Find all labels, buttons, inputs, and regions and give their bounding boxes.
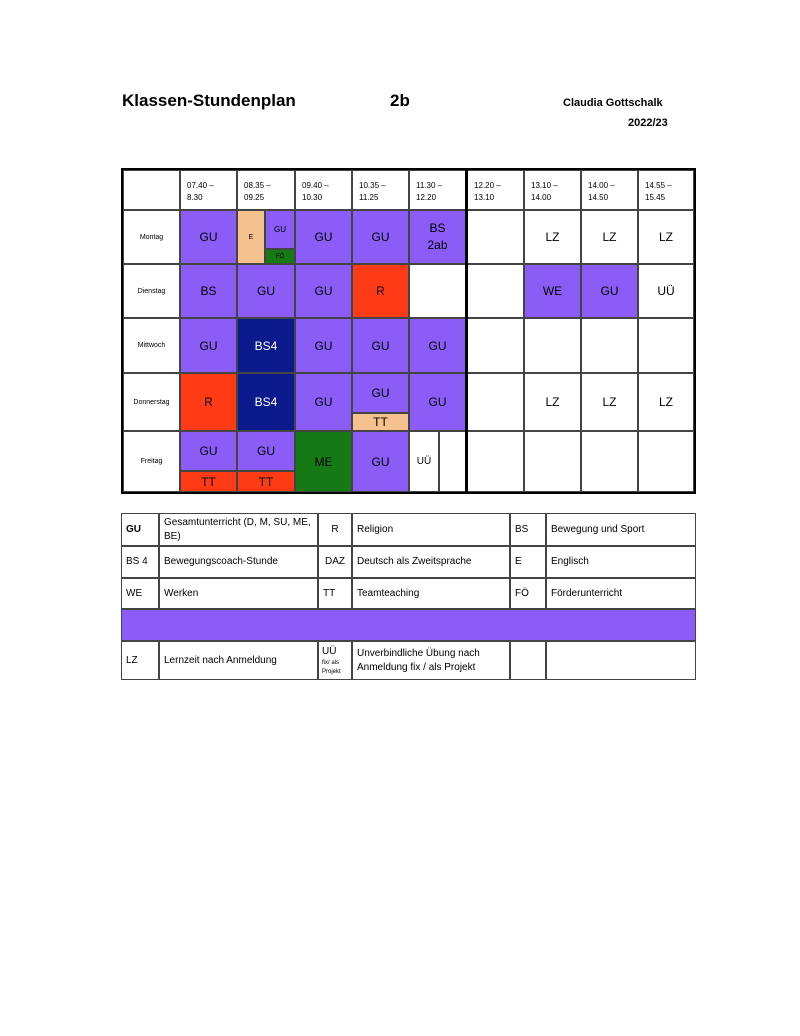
day-label: Montag xyxy=(123,210,180,264)
legend-desc: Teamteaching xyxy=(352,578,510,609)
lesson-cell: GU xyxy=(295,210,352,264)
lesson-cell: GU xyxy=(295,264,352,318)
lesson-cell: LZ xyxy=(524,373,581,431)
lesson-cell: GU xyxy=(352,431,409,492)
time-header: 08.35 – 09.25 xyxy=(237,170,295,210)
lesson-cell: E xyxy=(237,210,265,264)
empty-cell xyxy=(638,318,694,373)
lesson-cell: GU xyxy=(295,373,352,431)
lesson-cell: GU xyxy=(180,210,237,264)
lesson-cell: BS4 xyxy=(237,373,295,431)
corner-cell xyxy=(123,170,180,210)
class-name: 2b xyxy=(390,91,410,110)
empty-cell xyxy=(467,373,524,431)
legend-key: FÖ xyxy=(510,578,546,609)
lesson-cell: R xyxy=(352,264,409,318)
legend-key: LZ xyxy=(121,641,159,680)
time-header: 11.30 – 12.20 xyxy=(409,170,466,210)
empty-cell xyxy=(524,431,581,492)
page-title: Klassen-Stundenplan xyxy=(122,91,296,110)
empty-cell xyxy=(409,264,466,318)
legend-desc: Deutsch als Zweitsprache xyxy=(352,546,510,578)
day-label: Dienstag xyxy=(123,264,180,318)
lesson-cell: GU xyxy=(237,264,295,318)
teacher-name: Claudia Gottschalk xyxy=(563,97,663,109)
time-header: 07.40 – 8.30 xyxy=(180,170,237,210)
lesson-cell: GU xyxy=(409,318,466,373)
empty-cell xyxy=(581,431,638,492)
empty-cell xyxy=(467,431,524,492)
empty-cell xyxy=(524,318,581,373)
lesson-cell: TT xyxy=(180,471,237,492)
legend-desc: Religion xyxy=(352,513,510,546)
lesson-cell: LZ xyxy=(638,373,694,431)
lesson-cell: GU xyxy=(581,264,638,318)
school-year: 2022/23 xyxy=(628,117,668,129)
lesson-cell: GU xyxy=(352,373,409,413)
empty-cell xyxy=(546,641,696,680)
legend-desc: Gesamtunterricht (D, M, SU, ME, BE) xyxy=(159,513,318,546)
lesson-cell: BS 2ab xyxy=(409,210,466,264)
lesson-cell: GU xyxy=(352,318,409,373)
legend-desc: Förderunterricht xyxy=(546,578,696,609)
empty-cell xyxy=(581,318,638,373)
lesson-cell: LZ xyxy=(581,210,638,264)
legend-desc: Englisch xyxy=(546,546,696,578)
legend-desc: Unverbindliche Übung nach Anmeldung fix / als Projekt xyxy=(352,641,510,680)
legend-key xyxy=(318,641,352,680)
legend-key: BS 4 xyxy=(121,546,159,578)
legend-key-text: UÜ xyxy=(322,645,337,657)
legend-key-subtext: fix/ als Projekt xyxy=(322,659,341,675)
day-label: Mittwoch xyxy=(123,318,180,373)
time-header: 14.55 – 15.45 xyxy=(638,170,694,210)
lesson-cell: TT xyxy=(237,471,295,492)
time-header: 12.20 – 13.10 xyxy=(467,170,524,210)
lesson-cell: LZ xyxy=(581,373,638,431)
lesson-cell: BS xyxy=(180,264,237,318)
lesson-cell: GU xyxy=(352,210,409,264)
lesson-cell: GU xyxy=(295,318,352,373)
legend-desc: Lernzeit nach Anmeldung xyxy=(159,641,318,680)
legend-color-band xyxy=(121,609,696,641)
afternoon-divider xyxy=(465,168,468,494)
legend-desc: Bewegung und Sport xyxy=(546,513,696,546)
empty-cell xyxy=(510,641,546,680)
day-label: Freitag xyxy=(123,431,180,492)
time-header: 09.40 – 10.30 xyxy=(295,170,352,210)
legend-key: GU xyxy=(121,513,159,546)
lesson-cell: WE xyxy=(524,264,581,318)
empty-cell xyxy=(467,318,524,373)
day-label: Donnerstag xyxy=(123,373,180,431)
legend-key: WE xyxy=(121,578,159,609)
legend-key: TT xyxy=(318,578,352,609)
lesson-cell: GU xyxy=(180,431,237,471)
lesson-cell: GU xyxy=(409,373,466,431)
lesson-cell: R xyxy=(180,373,237,431)
lesson-cell: UÜ xyxy=(638,264,694,318)
lesson-cell: GU xyxy=(265,210,295,249)
lesson-cell: LZ xyxy=(638,210,694,264)
legend-key: DAZ xyxy=(318,546,352,578)
legend-key: E xyxy=(510,546,546,578)
empty-cell xyxy=(439,431,466,492)
time-header: 13.10 – 14.00 xyxy=(524,170,581,210)
lesson-cell: TT xyxy=(352,413,409,431)
time-header: 10.35 – 11.25 xyxy=(352,170,409,210)
lesson-cell: LZ xyxy=(524,210,581,264)
empty-cell xyxy=(467,264,524,318)
lesson-cell: GU xyxy=(237,431,295,471)
lesson-cell: GU xyxy=(180,318,237,373)
legend-desc: Werken xyxy=(159,578,318,609)
legend-key: R xyxy=(318,513,352,546)
legend-desc: Bewegungscoach-Stunde xyxy=(159,546,318,578)
lesson-cell: UÜ xyxy=(409,431,439,492)
lesson-cell: FÖ xyxy=(265,249,295,264)
lesson-cell: BS4 xyxy=(237,318,295,373)
time-header: 14.00 – 14.50 xyxy=(581,170,638,210)
empty-cell xyxy=(638,431,694,492)
empty-cell xyxy=(467,210,524,264)
legend-key: BS xyxy=(510,513,546,546)
lesson-cell: ME xyxy=(295,431,352,492)
